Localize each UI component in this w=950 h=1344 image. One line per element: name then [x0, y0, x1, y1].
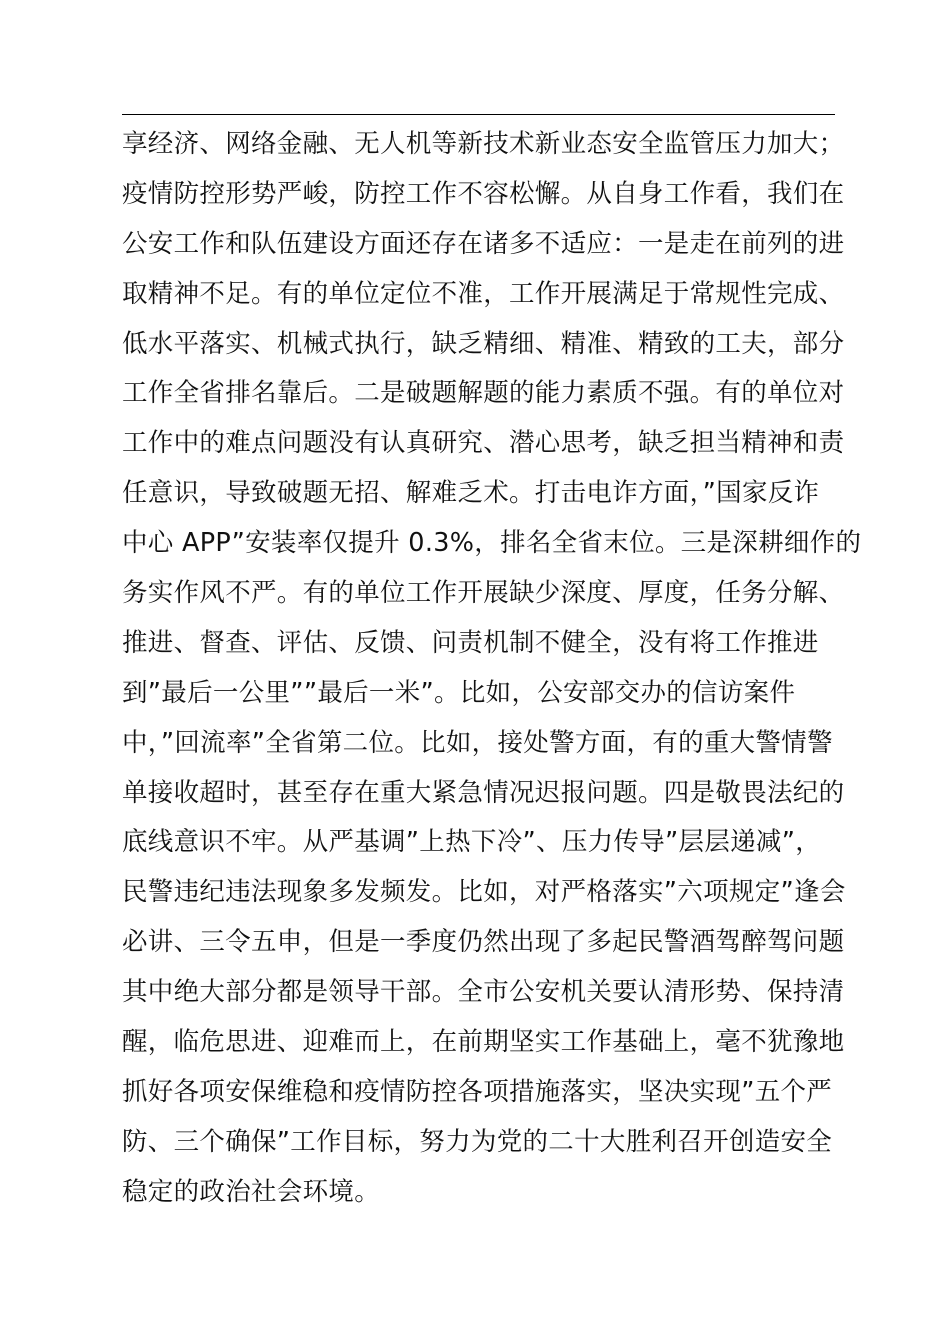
- text-line: 底线意识不牢。从严基调”上热下冷”、压力传导”层层递减”，: [122, 827, 822, 858]
- text-line: 公安工作和队伍建设方面还存在诸多不适应：一是走在前列的进: [122, 228, 845, 259]
- text-line: 中心 APP”安装率仅提升 0.3%，排名全省末位。三是深耕细作的: [122, 528, 862, 559]
- text-line: 工作全省排名靠后。二是破题解题的能力素质不强。有的单位对: [122, 378, 845, 409]
- text-line: 防、三个确保”工作目标，努力为党的二十大胜利召开创造安全: [122, 1126, 833, 1157]
- document-body: [122, 120, 862, 1218]
- text-line: 享经济、网络金融、无人机等新技术新业态安全监管压力加大；: [122, 129, 845, 159]
- text-line: 稳定的政治社会环境。: [122, 1176, 381, 1207]
- text-line: 民警违纪违法现象多发频发。比如，对严格落实”六项规定”逢会: [122, 877, 846, 908]
- text-line: 务实作风不严。有的单位工作开展缺少深度、厚度，任务分解、: [122, 578, 845, 609]
- text-line: 低水平落实、机械式执行，缺乏精细、精准、精致的工夫，部分: [122, 328, 845, 359]
- text-line: 取精神不足。有的单位定位不准，工作开展满足于常规性完成、: [122, 278, 845, 309]
- text-line: 工作中的难点问题没有认真研究、潜心思考，缺乏担当精神和责: [122, 428, 845, 459]
- header-rule: [122, 114, 835, 115]
- text-line: 中，”回流率”全省第二位。比如，接处警方面，有的重大警情警: [122, 727, 833, 758]
- text-line: 醒，临危思进、迎难而上，在前期坚实工作基础上，毫不犹豫地: [122, 1027, 845, 1058]
- text-line: 必讲、三令五申，但是一季度仍然出现了多起民警酒驾醉驾问题: [122, 927, 845, 958]
- text-line: 单接收超时，甚至存在重大紧急情况迟报问题。四是敬畏法纪的: [122, 777, 845, 808]
- text-line: 抓好各项安保维稳和疫情防控各项措施落实，坚决实现”五个严: [122, 1076, 833, 1107]
- text-line: 任意识，导致破题无招、解难乏术。打击电诈方面，”国家反诈: [122, 478, 820, 509]
- text-line: 其中绝大部分都是领导干部。全市公安机关要认清形势、保持清: [122, 977, 845, 1008]
- text-line: 到”最后一公里””最后一米”。比如，公安部交办的信访案件: [122, 677, 796, 708]
- text-line: 疫情防控形势严峻，防控工作不容松懈。从自身工作看，我们在: [122, 178, 845, 209]
- text-line: 推进、督查、评估、反馈、问责机制不健全，没有将工作推进: [122, 627, 819, 658]
